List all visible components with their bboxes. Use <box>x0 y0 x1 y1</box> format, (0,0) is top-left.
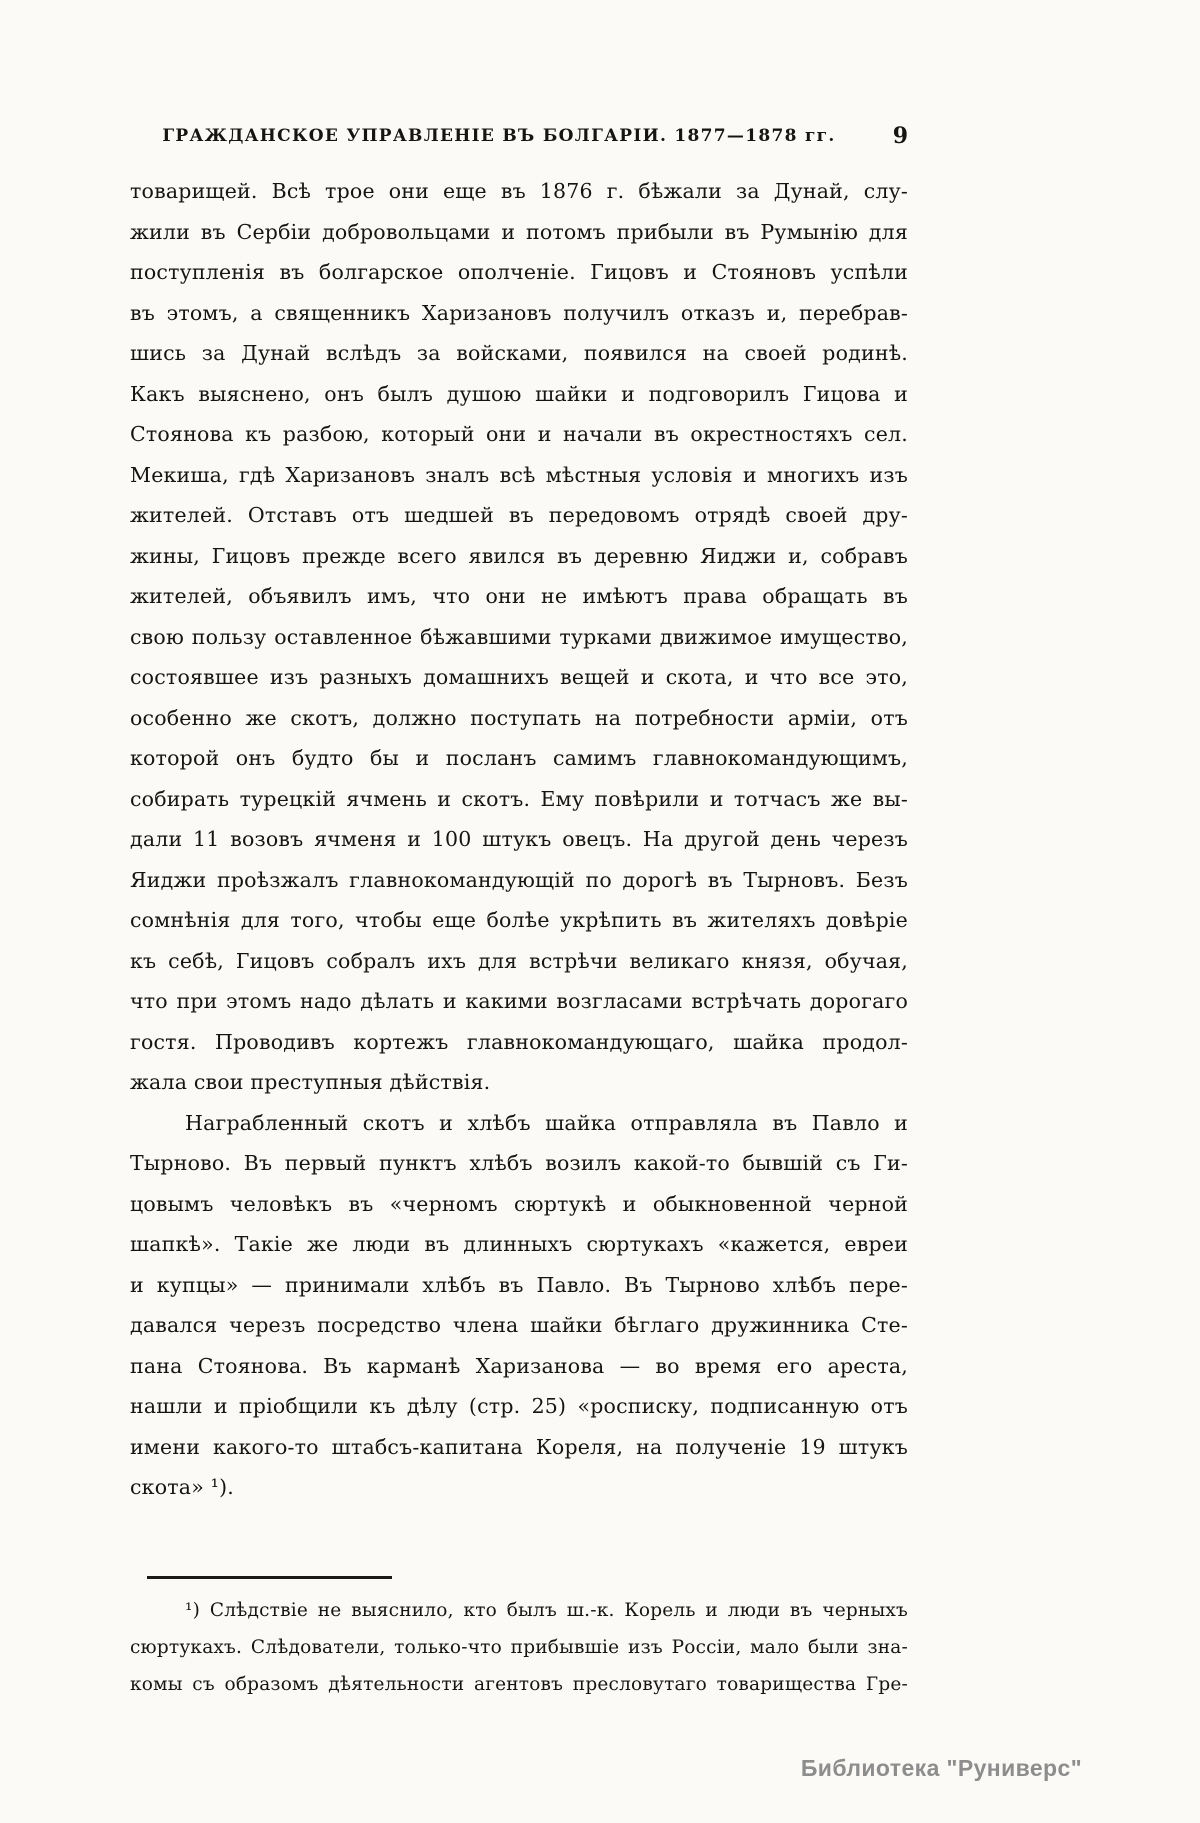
header-title: ГРАЖДАНСКОЕ УПРАВЛЕНІЕ ВЪ БОЛГАРІИ. 1877—1878 гг. <box>162 126 836 146</box>
text-line: скота» ¹). <box>130 1475 234 1499</box>
text-line: что при этомъ надо дѣлать и какими возгласами встрѣчать дорогаго <box>130 989 908 1013</box>
footnote-line: сюртукахъ. Слѣдователи, только-что прибывшіе изъ Россіи, мало были зна- <box>130 1637 908 1658</box>
text-line: свою пользу оставленное бѣжавшими турками движимое имущество, <box>130 624 908 649</box>
text-line: товарищей. Всѣ трое они еще въ 1876 г. бѣжали за Дунай, слу- <box>130 179 908 203</box>
text-line: особенно же скотъ, должно поступать на потребности арміи, отъ <box>130 705 908 730</box>
text-line: въ этомъ, а священникъ Харизановъ получилъ отказъ и, перебрав- <box>130 300 908 325</box>
text-line: состоявшее изъ разныхъ домашнихъ вещей и скота, и что все это, <box>130 665 908 689</box>
text-line: и купцы» — принимали хлѣбъ въ Павло. Въ Тырново хлѣбъ пере- <box>130 1272 908 1297</box>
text-line: пана Стоянова. Въ карманѣ Харизанова — во время его ареста, <box>130 1353 908 1378</box>
text-line: Стоянова къ разбою, который они и начали въ окрестностяхъ сел. <box>130 422 908 446</box>
text-line: жителей, объявилъ имъ, что они не имѣютъ права обращать въ <box>130 584 908 608</box>
body-text <box>130 171 908 1508</box>
text-line: имени какого-то штабсъ-капитана Кореля, на полученіе 19 штукъ <box>130 1434 908 1459</box>
text-line: жили въ Сербіи добровольцами и потомъ прибыли въ Румынію для <box>130 219 908 244</box>
text-line: шись за Дунай вслѣдъ за войсками, появился на своей родинѣ. <box>130 341 908 365</box>
running-header <box>130 123 908 155</box>
text-line: собирать турецкій ячмень и скотъ. Ему повѣрили и тотчасъ же вы- <box>130 786 908 811</box>
text-line: Награбленный скотъ и хлѣбъ шайка отправляла въ Павло и <box>185 1110 908 1135</box>
text-line: сомнѣнія для того, чтобы еще болѣе укрѣпить въ жителяхъ довѣріе <box>130 908 908 932</box>
footnote-separator <box>147 1576 392 1579</box>
text-line: дали 11 возовъ ячменя и 100 штукъ овецъ. На другой день черезъ <box>130 827 908 851</box>
footnote <box>130 1592 908 1703</box>
text-line: шапкѣ». Такіе же люди въ длинныхъ сюртукахъ «кажется, евреи <box>130 1232 908 1256</box>
text-line: поступленія въ болгарское ополченіе. Гицовъ и Стояновъ успѣли <box>130 260 908 284</box>
text-line: жала свои преступныя дѣйствія. <box>130 1070 491 1094</box>
text-line: давался черезъ посредство члена шайки бѣглаго дружинника Сте- <box>130 1313 908 1337</box>
text-line: цовымъ человѣкъ въ «черномъ сюртукѣ и обыкновенной черной <box>130 1191 908 1216</box>
text-line: жины, Гицовъ прежде всего явился въ деревню Яиджи и, собравъ <box>130 543 908 568</box>
page-number: 9 <box>892 123 908 149</box>
text-line: которой онъ будто бы и посланъ самимъ главнокомандующимъ, <box>130 746 908 770</box>
text-line: Какъ выяснено, онъ былъ душою шайки и подговорилъ Гицова и <box>130 381 908 406</box>
library-watermark: Библиотека "Руниверс" <box>800 1755 1082 1781</box>
text-line: Яиджи проѣзжалъ главнокомандующій по дорогѣ въ Тырновъ. Безъ <box>130 867 908 892</box>
footnote-line: ¹) Слѣдствіе не выяснило, кто былъ ш.-к. Корель и люди въ черныхъ <box>185 1600 908 1621</box>
text-line: къ себѣ, Гицовъ собралъ ихъ для встрѣчи великаго князя, обучая, <box>130 948 908 973</box>
text-line: Тырново. Въ первый пунктъ хлѣбъ возилъ какой-то бывшій съ Ги- <box>130 1151 908 1175</box>
text-line: нашли и пріобщили къ дѣлу (стр. 25) «росписку, подписанную отъ <box>130 1394 908 1418</box>
text-line: Мекиша, гдѣ Харизановъ зналъ всѣ мѣстныя условія и многихъ изъ <box>130 462 908 487</box>
text-line: жителей. Отставъ отъ шедшей въ передовомъ отрядѣ своей дру- <box>130 503 908 527</box>
text-line: гостя. Проводивъ кортежъ главнокомандующаго, шайка продол- <box>130 1029 908 1054</box>
footnote-line: комы съ образомъ дѣятельности агентовъ пресловутаго товарищества Гре- <box>130 1674 908 1695</box>
